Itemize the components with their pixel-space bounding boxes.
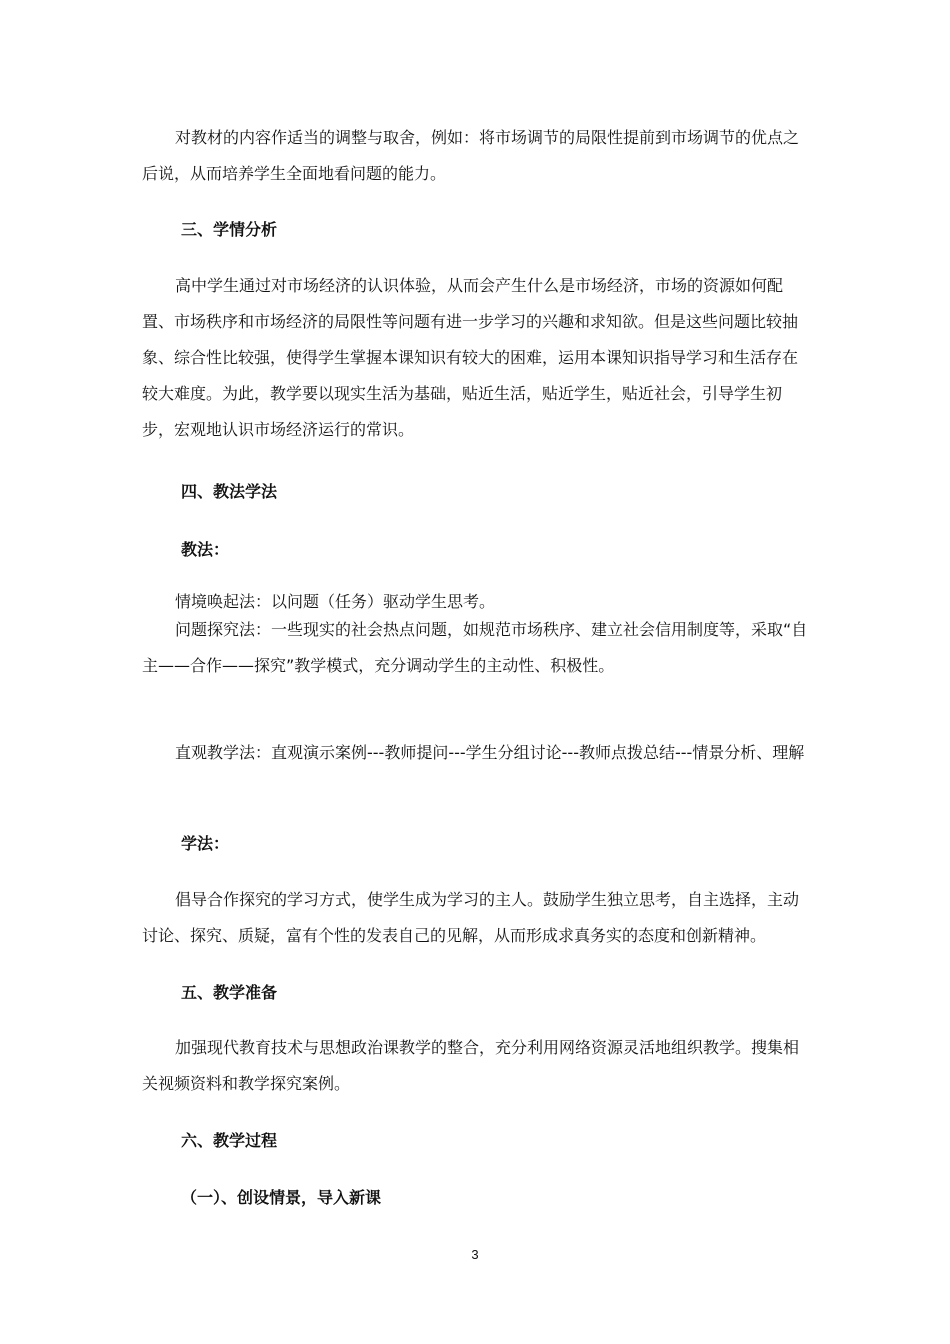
paragraph-visual-method: 直观教学法：直观演示案例---教师提问---学生分组讨论---教师点拨总结---情景分析、理解 <box>175 743 805 762</box>
paragraph-situation-method: 情境唤起法：以问题（任务）驱动学生思考。 <box>175 592 496 611</box>
paragraph-learning-approach: 倡导合作探究的学习方式，使学生成为学习的主人。鼓励学生独立思考，自主选择，主动讨论、探究、质疑，富有个性的发表自己的见解，从而形成求真务实的态度和创新精神。 <box>142 890 800 945</box>
heading-teach-method: 教法： <box>181 540 230 559</box>
paragraph-teaching-preparation: 加强现代教育技术与思想政治课教学的整合，充分利用网络资源灵活地组织教学。搜集相关视频资料和教学探究案例。 <box>142 1038 800 1093</box>
page-number: 3 <box>471 1247 479 1262</box>
heading-student-analysis: 三、学情分析 <box>181 220 278 239</box>
subheading-create-situation: （一）、创设情景，导入新课 <box>181 1188 382 1207</box>
paragraph-textbook-adjustment: 对教材的内容作适当的调整与取舍，例如：将市场调节的局限性提前到市场调节的优点之后说，从而培养学生全面地看问题的能力。 <box>142 128 800 183</box>
heading-learn-method: 学法： <box>181 834 230 853</box>
heading-teaching-process: 六、教学过程 <box>181 1131 278 1150</box>
heading-teaching-preparation: 五、教学准备 <box>181 983 278 1002</box>
paragraph-student-analysis: 高中学生通过对市场经济的认识体验，从而会产生什么是市场经济，市场的资源如何配置、市场秩序和市场经济的局限性等问题有进一步学习的兴趣和求知欲。但是这些问题比较抽象、综合性比较强，使得学生掌握本课知识有较大的困难，运用本课知识指导学习和生活存在较大难度。为此，教学要以现实生活为基础，贴近生活，贴近学生，贴近社会，引导学生初步，宏观地认识市场经济运行的常识。 <box>142 276 799 439</box>
paragraph-inquiry-method: 问题探究法：一些现实的社会热点问题，如规范市场秩序、建立社会信用制度等，采取“自主——合作——探究”教学模式，充分调动学生的主动性、积极性。 <box>142 620 808 675</box>
heading-teaching-methods: 四、教法学法 <box>181 482 278 501</box>
